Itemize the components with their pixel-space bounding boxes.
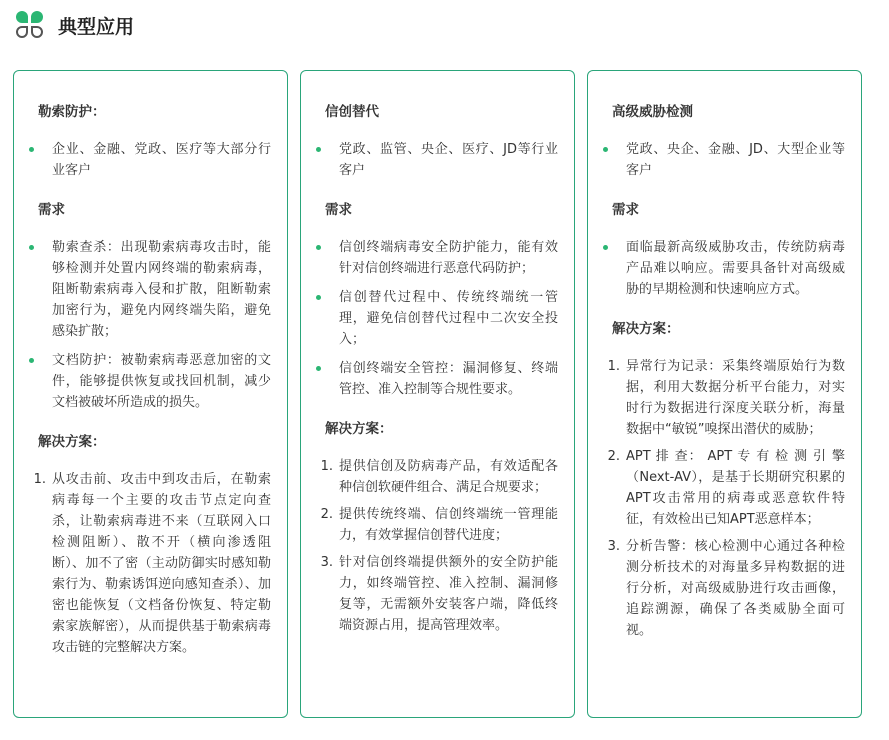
list-item: 1. 异常行为记录：采集终端原始行为数据，利用大数据分析平台能力，对实时行为数据进行深度关联分析，海量数据中“敏锐”嗅探出潜伏的威胁； (607, 359, 845, 437)
list-item: 1. 提供信创及防病毒产品，有效适配各种信创软硬件组合、满足合规要求； (320, 459, 558, 495)
needs-heading: 需求 (38, 202, 65, 218)
card-xinchuang-replacement (300, 70, 575, 718)
list-item: 1. 从攻击前、攻击中到攻击后，在勒索病毒每一个主要的攻击节点定向查杀，让勒索病毒进不来（互联网入口检测阻断）、散不开（横向渗透阻断）、加不了密（主动防御实时感知勒索行为、勒索诱饵逆向感知查杀）、加密也能恢复（文档备份恢复、特定勒索家族解密），从而提供基于勒索病毒攻击链的完整解决方案。 (33, 472, 271, 655)
page-title: 典型应用 (58, 15, 135, 38)
solution-heading: 解决方案： (38, 434, 106, 450)
list-item: 企业、金融、党政、医疗等大部分行业客户 (38, 139, 271, 181)
solution-list (607, 356, 845, 641)
list-item: 3. 针对信创终端提供额外的安全防护能力，如终端管控、准入控制、漏洞修复等，无需额外安装客户端，降低终端资源占用，提高管理效率。 (320, 555, 558, 633)
needs-list (325, 237, 558, 400)
needs-list (612, 237, 845, 300)
needs-heading: 需求 (612, 202, 639, 218)
app-logo-icon (16, 11, 44, 39)
card-heading: 勒索防护： (38, 104, 106, 120)
solution-list (320, 456, 558, 636)
list-item: 信创替代过程中、传统终端统一管理，避免信创替代过程中二次安全投入； (325, 287, 558, 350)
list-item: 信创终端病毒安全防护能力，能有效针对信创终端进行恶意代码防护； (325, 237, 558, 279)
list-item: 党政、监管、央企、医疗、JD等行业客户 (325, 139, 558, 181)
customer-list (325, 139, 558, 181)
list-item: 信创终端安全管控：漏洞修复、终端管控、准入控制等合规性要求。 (325, 358, 558, 400)
customer-list (38, 139, 271, 181)
list-item: 文档防护：被勒索病毒恶意加密的文件，能够提供恢复或找回机制，减少文档被破坏所造成的损失。 (38, 350, 271, 413)
list-item: 2. APT 排 查： APT 专 有 检 测 引 擎（Next-AV），是基于长期研究积累的APT攻击常用的病毒或恶意软件特征，有效检出已知APT恶意样本； (607, 449, 845, 527)
solution-heading: 解决方案： (612, 321, 680, 337)
needs-list (38, 237, 271, 413)
customer-list (612, 139, 845, 181)
needs-heading: 需求 (325, 202, 352, 218)
solution-list (33, 469, 271, 658)
card-heading: 信创替代 (325, 104, 379, 120)
list-item: 面临最新高级威胁攻击，传统防病毒产品难以响应。需要具备针对高级威胁的早期检测和快速响应方式。 (612, 237, 845, 300)
list-item: 2. 提供传统终端、信创终端统一管理能力，有效掌握信创替代进度； (320, 507, 558, 543)
list-item: 勒索查杀：出现勒索病毒攻击时，能够检测并处置内网终端的勒索病毒，阻断勒索病毒入侵和扩散，阻断勒索加密行为，避免内网终端失陷，避免感染扩散； (38, 237, 271, 342)
section-header (16, 10, 134, 40)
solution-heading: 解决方案： (325, 421, 393, 437)
card-ransomware-protection (13, 70, 288, 718)
card-advanced-threat-detection (587, 70, 862, 718)
list-item: 3. 分析告警：核心检测中心通过各种检测分析技术的对海量多异构数据的进行分析，对高级威胁进行攻击画像，追踪溯源，确保了各类威胁全面可视。 (607, 539, 845, 638)
list-item: 党政、央企、金融、JD、大型企业等客户 (612, 139, 845, 181)
card-heading: 高级威胁检测 (612, 104, 693, 120)
